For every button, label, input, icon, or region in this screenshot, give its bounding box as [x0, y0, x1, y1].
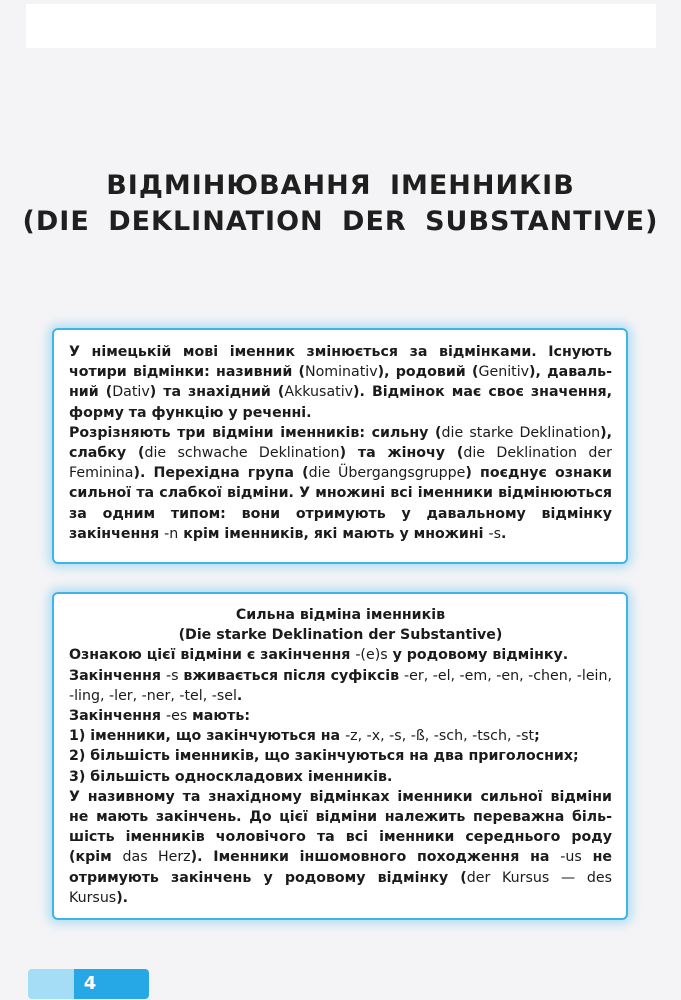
- text-run: ) та жіночу (: [339, 445, 464, 462]
- text-run: Genitiv: [478, 364, 530, 381]
- strong-paragraph-s-suffixes: [69, 666, 612, 706]
- text-run: Dativ: [112, 384, 150, 401]
- strong-heading-line-1: Сильна відміна іменників: [235, 607, 446, 623]
- text-run: 1) іменники, що закінчуються на: [69, 728, 346, 745]
- page-title: [0, 168, 681, 240]
- text-run: -er, -el, -em, -en, -chen, -lein, -ling, -ler, -ner, -tel, -sel: [69, 667, 612, 704]
- strong-declension-box: [52, 592, 628, 920]
- text-run: У німецькій мові іменник змінюється за відмінками. Існують чотири відмінки: називний (: [69, 344, 612, 381]
- text-run: у родовому відмінку.: [387, 647, 569, 664]
- text-run: -s: [488, 525, 501, 542]
- page-title-line-1: ВІДМІНЮВАННЯ ІМЕННИКІВ: [106, 170, 575, 201]
- text-run: У називному та знахідному відмінках іменники сильної відміни не мають закінчень. До цієї відміни належить переважна більшість іменників чоловічого та всі іменники середнього роду (крім: [69, 788, 612, 866]
- text-run: ).: [116, 889, 129, 906]
- strong-paragraph-cases: [69, 787, 612, 908]
- text-run: Akkusativ: [284, 384, 354, 401]
- text-run: die Deklination der Feminina: [69, 445, 612, 482]
- page-title-line-2: (DIE DEKLINATION DER SUBSTANTIVE): [22, 206, 659, 237]
- text-run: вживається після суфіксів: [178, 667, 405, 684]
- text-run: ). Відмінок має своє значення, форму та функцію у реченні.: [69, 384, 612, 421]
- text-run: -s: [165, 667, 179, 684]
- text-run: ) поєднує ознаки сильної та слабкої відміни. У множині всі іменники відмінюються за одним типом: вони отримують у давальному відмінку закінчення: [69, 465, 612, 542]
- text-run: .: [236, 687, 243, 704]
- strong-paragraph-es-intro: [69, 706, 612, 726]
- text-run: ), слабку (: [69, 424, 612, 462]
- text-run: .: [500, 525, 507, 542]
- text-run: 2) більшість іменників, що закінчуються на два приголосних;: [69, 748, 579, 765]
- text-run: Розрізняють три відміни іменників: сильну (: [69, 424, 442, 441]
- text-run: die Übergangsgruppe: [308, 465, 466, 482]
- text-run: не отримують закінчень у родовому відмінку (: [69, 849, 613, 886]
- text-run: Nominativ: [305, 364, 378, 381]
- text-run: Закінчення: [69, 708, 166, 725]
- text-run: ;: [534, 728, 540, 745]
- strong-list-item-2: [69, 746, 612, 766]
- text-run: ), родовий (: [377, 364, 479, 381]
- intro-paragraph-2: [69, 423, 612, 544]
- text-run: Закінчення: [69, 667, 166, 684]
- text-run: der Kursus — des Kursus: [69, 869, 612, 906]
- text-run: мають:: [187, 708, 250, 725]
- strong-heading-line-2: (Die starke Deklination der Substantive): [178, 627, 503, 644]
- text-run: -n: [164, 525, 179, 542]
- text-run: 3) більшість односкладових іменників.: [69, 768, 393, 785]
- text-run: die starke Deklination: [441, 424, 601, 441]
- text-run: -z, -x, -s, -ß, -sch, -tsch, -st: [345, 728, 535, 745]
- intro-box: [52, 328, 628, 564]
- text-run: Ознакою цієї відміни є закінчення: [69, 647, 356, 664]
- intro-paragraph-1: [69, 342, 612, 423]
- text-run: ), давальний (: [69, 364, 613, 401]
- strong-list-item-1: [69, 726, 612, 746]
- text-run: -us: [560, 849, 582, 866]
- text-run: ). Перехідна група (: [133, 465, 309, 482]
- text-run: ). Іменники іншомовного походження на: [190, 849, 561, 866]
- page-number: 4: [83, 973, 97, 994]
- text-run: крім іменників, які мають у множині: [178, 525, 489, 542]
- strong-paragraph-ending: [69, 645, 612, 665]
- text-run: -(e)s: [355, 647, 388, 664]
- text-run: das Herz: [122, 849, 191, 866]
- text-run: -es: [165, 708, 188, 725]
- text-run: die schwache Deklination: [144, 445, 340, 462]
- text-run: ) та знахідний (: [149, 384, 285, 401]
- header-band: [26, 4, 656, 48]
- strong-list-item-3: [69, 767, 612, 787]
